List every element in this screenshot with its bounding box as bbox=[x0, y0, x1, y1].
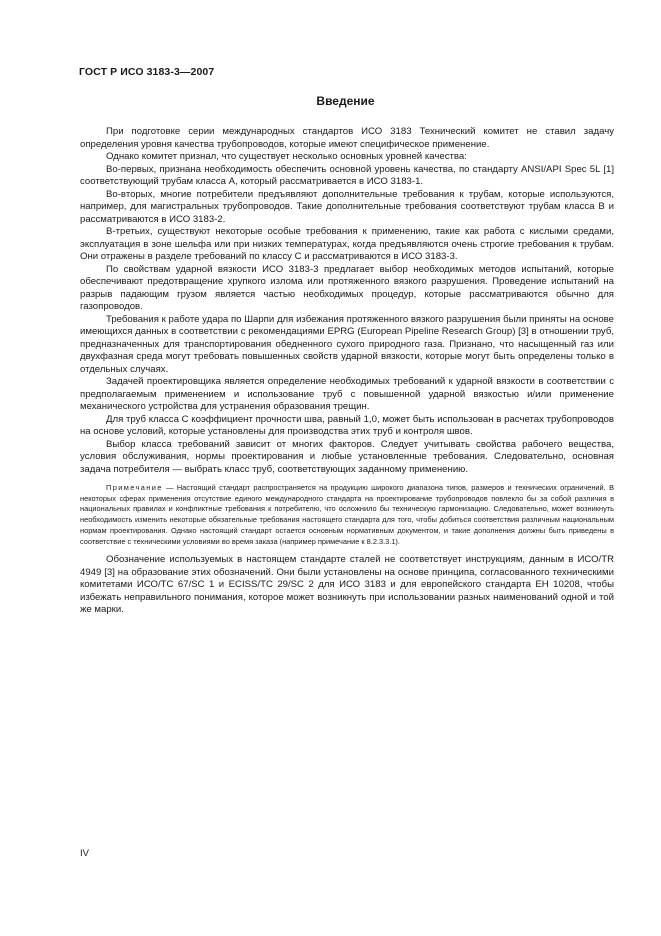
note-label: Примечание bbox=[106, 483, 163, 492]
paragraph: При подготовке серии международных стандартов ИСО 3183 Технический комитет не ставил задачу определения уровня качества трубопроводов, которые имеют специфическое применение. bbox=[80, 126, 614, 150]
section-title: Введение bbox=[316, 94, 375, 108]
document-header: ГОСТ Р ИСО 3183-3—2007 bbox=[79, 66, 215, 78]
paragraph: Во-вторых, многие потребители предъявляют дополнительные требования к трубам, которые используются, например, для магистральных трубопроводов. Такие дополнительные требования соответствуют трубам класса В и рассматриваются в ИСО 3183-2. bbox=[80, 188, 614, 225]
note-text: — Настоящий стандарт распространяется на продукцию широкого диапазона типов, размеров и технических ограничений. В некоторых сферах применения отсутствие единого международного стандарта на проектирование трубопроводов повлекло бы за собой различия в национальных правилах и конфликтные требования к потребителю, что осложнило бы техническую гармонизацию. Следовательно, может возникнуть необходимость изменить некоторые обязательные требования настоящего стандарта для того, чтобы добиться соответствия различным национальным нормам проектирования. Однако настоящий стандарт остается основным нормативным документом, и такие дополнения должны быть приведены в соответствие с техническими условиями во время заказа (например примечание к 8.2.3.3.1). bbox=[80, 483, 614, 546]
paragraph: Выбор класса требований зависит от многих факторов. Следует учитывать свойства рабочего вещества, условия обслуживания, нормы проектирования и любые установленные требования. Следовательно, основная задача потребителя — выбрать класс труб, соответствующих заданному применению. bbox=[80, 438, 614, 475]
body-text bbox=[80, 126, 614, 617]
paragraph: В-третьих, существуют некоторые особые требования к применению, такие как работа с кислыми средами, эксплуатация в зоне шельфа или при низких температурах, когда предъявляются очень строгие требования к трубам. Они отражены в разделе требований по классу С и рассматриваются в ИСО 3183-3. bbox=[80, 226, 614, 262]
page-number: IV bbox=[80, 848, 89, 859]
paragraph: Обозначение используемых в настоящем стандарте сталей не соответствует инструкциям, данным в ИСО/TR 4949 [3] на образование этих обозначений. Они были установлены на основе принципа, согласованного техническими комитетами ИСО/ТС 67/SC 1 и ECISS/TC 29/SC 2 для ИСО 3183 и для европейского стандарта ЕН 10208, чтобы избежать неправильного понимания, которое может возникнуть при использовании разных наименований одной и той же марки. bbox=[80, 554, 614, 616]
paragraph: Задачей проектировщика является определение необходимых требований к ударной вязкости в соответствии с предполагаемым применением и использование труб с повышенной ударной вязкостью и/или применение механического устройства для устранения образования трещин. bbox=[80, 376, 614, 412]
paragraph: Однако комитет признал, что существует несколько основных уровней качества: bbox=[106, 151, 467, 162]
paragraph: Требования к работе удара по Шарпи для избежания протяженного вязкого разрушения были приняты на основе имеющихся данных в соответствии с рекомендациями EPRG (European Pipeline Research Group) [3] в отношении труб, предназначенных для транспортирования обедненного сухого природного газа. Признано, что насыщенный газ или двухфазная среда могут требовать повышенных свойств ударной вязкости, которые могут быть определены только в отдельных случаях. bbox=[80, 313, 614, 375]
note bbox=[80, 483, 614, 547]
paragraph: Во-первых, признана необходимость обеспечить основной уровень качества, по стандарту ANSI/API Spec 5L [1] соответствующий трубам класса А, который рассматривается в ИСО 3183-1. bbox=[80, 163, 614, 187]
paragraph: По свойствам ударной вязкости ИСО 3183-3 предлагает выбор необходимых методов испытаний, которые обеспечивают предотвращение хрупкого излома или протяженного вязкого разрушения. Проведение испытаний на разрыв падающим грузом является частью необходимых процедур, которые рассматриваются обычно для газопроводов. bbox=[80, 263, 614, 312]
paragraph: Для труб класса С коэффициент прочности шва, равный 1,0, может быть использован в расчетах трубопроводов на основе условий, которые установлены для производства этих труб и контроля швов. bbox=[80, 413, 614, 437]
